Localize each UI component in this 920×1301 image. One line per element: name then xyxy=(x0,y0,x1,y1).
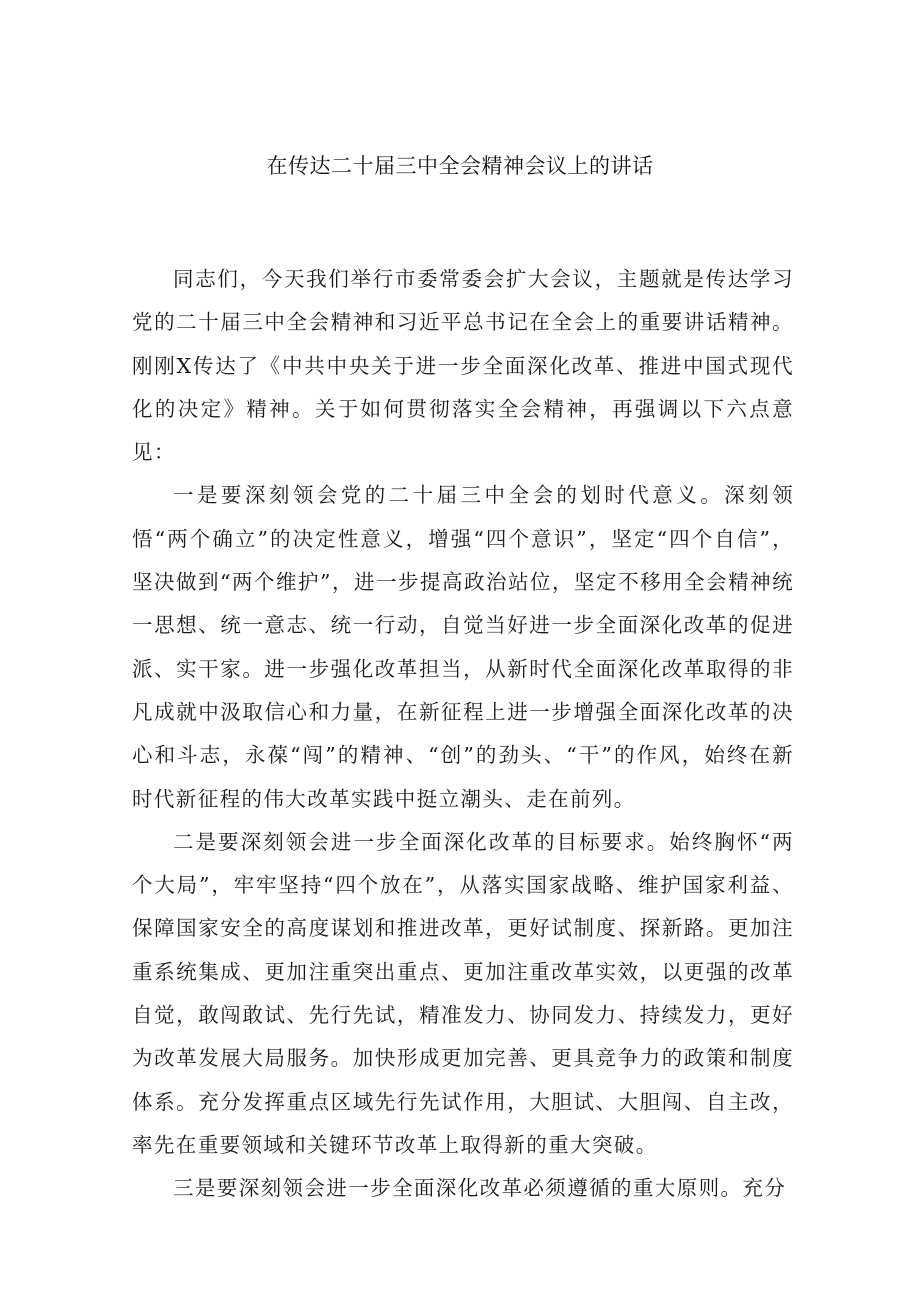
paragraph-point-three: 三是要深刻领会进一步全面深化改革必须遵循的重大原则。充分 xyxy=(173,1176,787,1201)
paragraph-intro: 同志们，今天我们举行市委常委会扩大会议，主题就是传达学习党的二十届三中全会精神和习近平总书记在全会上的重要讲话精神。刚刚X传达了《中共中央关于进一步全面深化改革、推进中国式现代化的决定》精神。关于如何贯彻落实全会精神，再强调以下六点意见： xyxy=(132,267,794,465)
paragraph-point-two: 二是要深刻领会进一步全面深化改革的目标要求。始终胸怀“两个大局”，牢牢坚持“四个放在”，从落实国家战略、维护国家利益、保障国家安全的高度谋划和推进改革，更好试制度、探新路。更加注重系统集成、更加注重突出重点、更加注重改革实效，以更强的改革自觉，敢闯敢试、先行先试，精准发力、协同发力、持续发力，更好为改革发展大局服务。加快形成更加完善、更具竞争力的政策和制度体系。充分发挥重点区域先行先试作用，大胆试、大胆闯、自主改，率先在重要领域和关键环节改革上取得新的重大突破。 xyxy=(132,829,794,1157)
document-title: 在传达二十届三中全会精神会议上的讲话 xyxy=(266,154,654,178)
document-body xyxy=(132,258,794,1211)
paragraph-point-one: 一是要深刻领会党的二十届三中全会的划时代意义。深刻领悟“两个确立”的决定性意义，增强“四个意识”，坚定“四个自信”，坚决做到“两个维护”，进一步提高政治站位，坚定不移用全会精神统一思想、统一意志、统一行动，自觉当好进一步全面深化改革的促进派、实干家。进一步强化改革担当，从新时代全面深化改革取得的非凡成就中汲取信心和力量，在新征程上进一步增强全面深化改革的决心和斗志，永葆“闯”的精神、“创”的劲头、“干”的作风，始终在新时代新征程的伟大改革实践中挺立潮头、走在前列。 xyxy=(132,483,794,811)
